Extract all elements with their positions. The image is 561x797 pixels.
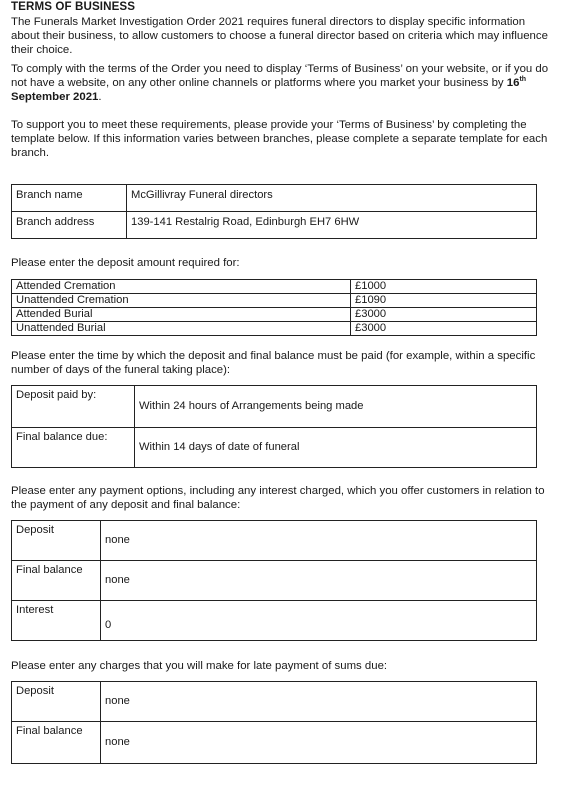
table-row — [12, 722, 537, 764]
table-row — [12, 185, 537, 212]
branch-address-value: 139-141 Restalrig Road, Edinburgh EH7 6HW — [127, 212, 537, 239]
deposit-amount: £3000 — [351, 308, 537, 322]
page-title: TERMS OF BUSINESS — [11, 0, 136, 13]
timing-table — [11, 385, 537, 468]
table-row — [12, 308, 537, 322]
intro-paragraph-2-text: To comply with the terms of the Order you need to display ‘Terms of Business’ on your website, or if you do not have a website, on any other online channels or platforms where you market your business by — [11, 63, 549, 90]
intro-paragraph-1: The Funerals Market Investigation Order 2021 requires funeral directors to display specific information about their business, to allow customers to choose a funeral director based on criteria which may influence their choice. — [11, 16, 548, 57]
late-charge-value: none — [101, 682, 537, 722]
late-charge-label: Deposit — [12, 682, 101, 722]
table-row — [12, 601, 537, 641]
payment-value: none — [101, 521, 537, 561]
deposit-service: Attended Burial — [12, 308, 351, 322]
late-charges-table — [11, 681, 537, 764]
deposit-amount: £1000 — [351, 280, 537, 294]
timing-value: Within 24 hours of Arrangements being made — [135, 386, 537, 428]
payment-prompt: Please enter any payment options, including any interest charged, which you offer customers in relation to the payment of any deposit and final balance: — [11, 485, 545, 512]
timing-label: Deposit paid by: — [12, 386, 135, 428]
table-row — [12, 561, 537, 601]
intro-paragraph-2-end: . — [98, 91, 102, 104]
late-charge-label: Final balance — [12, 722, 101, 764]
payment-label: Interest — [12, 601, 101, 641]
deposit-table — [11, 279, 537, 336]
table-row — [12, 322, 537, 336]
table-row — [12, 521, 537, 561]
deadline-day: 16 — [506, 77, 520, 90]
deadline-day-suffix: th — [519, 76, 527, 84]
deposit-service: Unattended Burial — [12, 322, 351, 336]
timing-prompt: Please enter the time by which the deposit and final balance must be paid (for example, within a specific number of days of the funeral taking place): — [11, 350, 536, 377]
deposit-prompt: Please enter the deposit amount required for: — [11, 257, 240, 269]
deposit-service: Unattended Cremation — [12, 294, 351, 308]
deposit-service: Attended Cremation — [12, 280, 351, 294]
late-charge-value: none — [101, 722, 537, 764]
branch-address-label: Branch address — [12, 212, 127, 239]
table-row — [12, 294, 537, 308]
branch-name-label: Branch name — [12, 185, 127, 212]
payment-label: Final balance — [12, 561, 101, 601]
intro-paragraph-3: To support you to meet these requirements, please provide your ‘Terms of Business’ by completing the template below. If this information varies between branches, please complete a separate template for each branch. — [11, 119, 548, 160]
table-row — [12, 386, 537, 428]
table-row — [12, 212, 537, 239]
payment-value: 0 — [101, 601, 537, 641]
branch-name-value: McGillivray Funeral directors — [127, 185, 537, 212]
deposit-amount: £1090 — [351, 294, 537, 308]
intro-paragraph-2 — [11, 62, 551, 105]
branch-table — [11, 184, 537, 239]
table-row — [12, 428, 537, 468]
payment-value: none — [101, 561, 537, 601]
deadline-month-year: September 2021 — [11, 91, 99, 104]
payment-label: Deposit — [12, 521, 101, 561]
timing-label: Final balance due: — [12, 428, 135, 468]
payment-options-table — [11, 520, 537, 641]
table-row — [12, 280, 537, 294]
deposit-amount: £3000 — [351, 322, 537, 336]
table-row — [12, 682, 537, 722]
late-charges-prompt: Please enter any charges that you will make for late payment of sums due: — [11, 660, 388, 672]
timing-value: Within 14 days of date of funeral — [135, 428, 537, 468]
